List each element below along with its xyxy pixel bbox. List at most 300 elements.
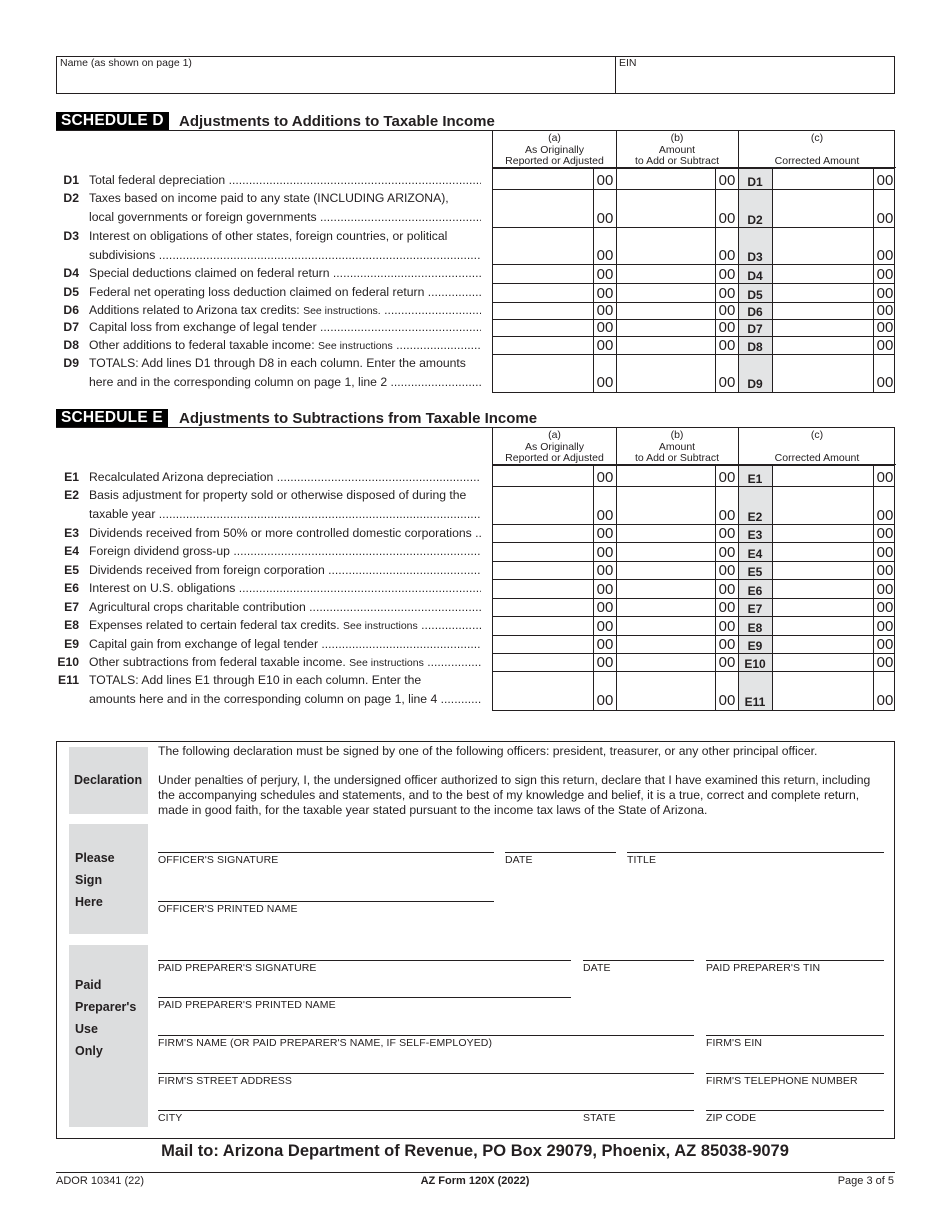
cents-00-a: 00 (596, 506, 614, 524)
cents-00-c: 00 (876, 318, 894, 336)
line-text-main: Foreign dividend gross-up (89, 544, 230, 559)
amount-input-b[interactable] (618, 636, 714, 652)
cents-00-a: 00 (596, 580, 614, 598)
amount-input-b[interactable] (618, 581, 714, 597)
amount-input-c[interactable] (774, 599, 872, 615)
firm-ein-label: FIRM'S EIN (706, 1037, 763, 1049)
cents-00-c: 00 (876, 598, 894, 616)
line-description (56, 635, 481, 653)
line-text (89, 561, 481, 581)
cents-00-a: 00 (596, 265, 614, 283)
officer-date-field[interactable] (505, 831, 616, 853)
line-label: E7 (747, 601, 763, 616)
column-header-c-line2: Corrected Amount (774, 452, 860, 464)
cents-00-c: 00 (876, 524, 894, 542)
preparer-printed-name-label: PAID PREPARER'S PRINTED NAME (158, 999, 336, 1011)
cents-00-b: 00 (718, 284, 736, 302)
declaration-box (56, 741, 895, 1139)
line-label: D7 (747, 321, 763, 336)
line-text-main: Interest on U.S. obligations (89, 581, 236, 596)
column-header-a (493, 428, 616, 465)
schedule-d-header (56, 112, 506, 131)
officer-signature-field[interactable] (158, 831, 494, 853)
row-divider (493, 486, 894, 487)
line-label: D9 (747, 376, 763, 391)
amount-input-a[interactable] (495, 581, 592, 597)
amount-input-a[interactable] (495, 525, 592, 541)
line-number: E10 (57, 654, 79, 669)
see-instructions-note: See instructions (343, 620, 418, 633)
line-text (89, 189, 481, 209)
line-text-main: Interest on obligations of other states, foreign countries, or political (89, 229, 448, 243)
cents-00-a: 00 (596, 691, 614, 709)
line-number: E9 (64, 636, 79, 651)
cents-00-b: 00 (718, 543, 736, 561)
line-label: E5 (747, 564, 763, 579)
line-description (56, 486, 481, 524)
cents-00-a: 00 (596, 284, 614, 302)
line-description (56, 227, 481, 264)
row-divider (493, 283, 894, 284)
line-text (89, 227, 481, 247)
line-number: D4 (63, 266, 79, 281)
line-text (89, 542, 481, 562)
officer-date-label: DATE (505, 854, 533, 866)
amount-input-a[interactable] (495, 337, 592, 353)
line-description (56, 561, 481, 579)
line-number: E5 (64, 562, 79, 577)
line-text (89, 171, 481, 191)
line-text-main: Total federal depreciation (89, 172, 226, 187)
line-text (89, 354, 481, 374)
line-text-main: TOTALS: Add lines D1 through D8 in each column. Enter the amounts (89, 356, 466, 370)
firm-name-input[interactable] (158, 1016, 694, 1034)
name-ein-box (56, 56, 895, 94)
cents-00-c: 00 (876, 246, 894, 264)
line-description (56, 264, 481, 283)
cents-00-b: 00 (718, 617, 736, 635)
column-header-a (493, 131, 616, 168)
declaration-label: Declaration (74, 773, 143, 787)
amount-input-c[interactable] (774, 544, 872, 560)
line-number: D7 (63, 320, 79, 335)
preparer-signature-field[interactable] (158, 939, 571, 961)
amount-input-a[interactable] (495, 507, 592, 523)
line-label: D8 (747, 339, 763, 354)
page-number: Page 3 of 5 (837, 1175, 894, 1187)
line-text-main: Additions related to Arizona tax credits: (89, 303, 300, 318)
sign-side-line-1: Please (75, 851, 115, 865)
preparer-side-line-1: Paid (75, 978, 102, 992)
line-text-main: Agricultural crops charitable contribution (89, 599, 306, 614)
cents-00-c: 00 (876, 617, 894, 635)
officer-signature-label: OFFICER'S SIGNATURE (158, 854, 279, 866)
amount-input-c[interactable] (774, 507, 872, 523)
schedule-d-title: Adjustments to Additions to Taxable Income (179, 113, 495, 130)
line-label: D6 (747, 304, 763, 319)
amount-input-c[interactable] (774, 266, 872, 282)
line-text (89, 486, 481, 506)
row-divider (493, 671, 894, 672)
amount-input-b[interactable] (618, 692, 714, 708)
row-divider (493, 542, 894, 543)
form-code: ADOR 10341 (22) (56, 1175, 145, 1187)
line-description (56, 598, 481, 616)
line-label: D5 (747, 287, 763, 302)
amount-input-c[interactable] (774, 247, 872, 263)
line-text-main: Basis adjustment for property sold or otherwise disposed of during the (89, 488, 467, 502)
line-text (89, 579, 481, 599)
cents-00-a: 00 (596, 543, 614, 561)
line-description (56, 319, 481, 336)
line-text-second: taxable year (89, 506, 156, 521)
ein-label: EIN (619, 57, 637, 69)
amount-input-b[interactable] (618, 172, 714, 188)
line-description (56, 653, 481, 671)
cents-00-a: 00 (596, 617, 614, 635)
amount-input-a[interactable] (495, 599, 592, 615)
line-number: D2 (63, 191, 79, 205)
amount-input-b[interactable] (618, 618, 714, 634)
cents-00-b: 00 (718, 171, 736, 189)
officer-signature-input[interactable] (158, 833, 494, 851)
name-cell (57, 57, 616, 93)
amount-input-a[interactable] (495, 544, 592, 560)
amount-input-c[interactable] (774, 285, 872, 301)
line-description (56, 302, 481, 319)
column-header-c (738, 428, 896, 465)
column-header-a-line1: As Originally (525, 143, 584, 156)
line-text-main: Other subtractions from federal taxable income. (89, 654, 346, 669)
preparer-side-line-2: Preparer's (75, 1000, 137, 1014)
line-text-main: Special deductions claimed on federal return (89, 266, 330, 281)
line-description (56, 579, 481, 598)
amount-input-a[interactable] (495, 469, 592, 485)
schedule-d-table (492, 130, 895, 393)
amount-input-a[interactable] (495, 654, 592, 670)
amount-input-a[interactable] (495, 302, 592, 318)
cents-00-b: 00 (718, 653, 736, 671)
column-header-b (616, 131, 738, 168)
cents-00-a: 00 (596, 561, 614, 579)
line-label: E4 (747, 546, 763, 561)
amount-input-b[interactable] (618, 210, 714, 226)
preparer-signature-input[interactable] (158, 941, 571, 959)
sign-side-line-2: Sign (75, 873, 103, 887)
amount-input-c[interactable] (774, 302, 872, 318)
cents-00-c: 00 (876, 580, 894, 598)
line-label: D2 (747, 212, 763, 227)
cents-00-b: 00 (718, 265, 736, 283)
amount-input-c[interactable] (774, 210, 872, 226)
column-header-b-line2: to Add or Subtract (634, 452, 720, 464)
cents-00-a: 00 (596, 598, 614, 616)
amount-input-b[interactable] (618, 374, 714, 390)
cents-00-b: 00 (718, 246, 736, 264)
column-header-a-line2: Reported or Adjusted (505, 452, 604, 464)
line-description (56, 336, 481, 354)
header-divider (493, 465, 894, 466)
schedule-d-tag: SCHEDULE D (56, 112, 169, 130)
amount-input-c[interactable] (774, 337, 872, 353)
cents-00-b: 00 (718, 635, 736, 653)
amount-input-b[interactable] (618, 599, 714, 615)
line-text (89, 283, 481, 303)
officer-title-field[interactable] (627, 831, 884, 853)
row-divider (493, 189, 894, 190)
cents-00-a: 00 (596, 524, 614, 542)
amount-input-a[interactable] (495, 247, 592, 263)
line-text-continued (89, 373, 481, 392)
line-label: E1 (747, 471, 763, 486)
column-header-a-line2: Reported or Adjusted (505, 155, 604, 167)
cents-00-c: 00 (876, 265, 894, 283)
column-header-b-line1: Amount (658, 440, 696, 453)
line-text-main: Other additions to federal taxable income: (89, 337, 315, 352)
column-header-a-line1: As Originally (525, 440, 584, 453)
cents-00-c: 00 (876, 284, 894, 302)
officer-printed-name-field[interactable] (158, 880, 494, 902)
amount-input-c[interactable] (774, 172, 872, 188)
name-input[interactable] (60, 71, 612, 91)
cents-00-c: 00 (876, 635, 894, 653)
amount-input-b[interactable] (618, 319, 714, 335)
officer-title-label: TITLE (627, 854, 657, 866)
line-text-main: Capital gain from exchange of legal tender (89, 636, 318, 651)
line-label: E6 (747, 583, 763, 598)
preparer-tin-field[interactable] (706, 939, 884, 961)
cents-00-c: 00 (876, 506, 894, 524)
city-label: CITY (158, 1112, 183, 1124)
amount-input-c[interactable] (774, 319, 872, 335)
cents-00-c: 00 (876, 543, 894, 561)
line-description (56, 468, 481, 486)
cents-00-b: 00 (718, 318, 736, 336)
header-divider (493, 168, 894, 169)
amount-input-b[interactable] (618, 544, 714, 560)
line-description (56, 171, 481, 189)
column-divider (616, 428, 617, 710)
firm-ein-input[interactable] (706, 1016, 884, 1034)
preparer-printed-name-input[interactable] (158, 978, 571, 996)
line-text-main: Taxes based on income paid to any state (INCLUDING ARIZONA), (89, 191, 449, 205)
line-label: D3 (747, 249, 763, 264)
zip-label: ZIP CODE (706, 1112, 757, 1124)
schedule-e-header (56, 409, 538, 428)
officer-title-input[interactable] (627, 833, 884, 851)
amount-input-a[interactable] (495, 618, 592, 634)
cents-00-a: 00 (596, 653, 614, 671)
schedule-e-table (492, 427, 895, 711)
amount-input-c[interactable] (774, 562, 872, 578)
line-description (56, 189, 481, 227)
column-divider (772, 465, 773, 710)
line-description (56, 671, 481, 709)
amount-input-c[interactable] (774, 525, 872, 541)
firm-phone-input[interactable] (706, 1054, 884, 1072)
cents-00-b: 00 (718, 336, 736, 354)
cents-00-a: 00 (596, 171, 614, 189)
line-label: D4 (747, 268, 763, 283)
column-header-c-line2: Corrected Amount (774, 155, 860, 167)
cents-00-b: 00 (718, 301, 736, 319)
mail-to-address: Mail to: Arizona Department of Revenue, PO Box 29079, Phoenix, AZ 85038-9079 (161, 1142, 789, 1160)
amount-input-b[interactable] (618, 302, 714, 318)
cents-00-b: 00 (718, 598, 736, 616)
amount-input-c[interactable] (774, 654, 872, 670)
amount-input-a[interactable] (495, 562, 592, 578)
line-text-main: Dividends received from 50% or more controlled domestic corporations (89, 525, 472, 540)
column-header-b-line1: Amount (658, 143, 696, 156)
line-text-continued (89, 246, 481, 265)
cents-00-b: 00 (718, 524, 736, 542)
zip-input[interactable] (706, 1091, 884, 1109)
row-divider (493, 264, 894, 265)
line-text (89, 524, 481, 544)
line-text-main: TOTALS: Add lines E1 through E10 in each column. Enter the (89, 673, 422, 687)
line-description (56, 616, 481, 635)
line-number: E1 (64, 469, 79, 484)
cents-00-c: 00 (876, 653, 894, 671)
line-text (89, 468, 481, 488)
amount-input-a[interactable] (495, 210, 592, 226)
amount-input-c[interactable] (774, 692, 872, 708)
column-header-b-letter: (b) (670, 132, 684, 144)
amount-input-b[interactable] (618, 247, 714, 263)
footer-divider (56, 1172, 895, 1173)
city-state-field[interactable] (158, 1089, 694, 1111)
firm-ein-field[interactable] (706, 1014, 884, 1036)
cents-00-a: 00 (596, 209, 614, 227)
line-text (89, 598, 481, 618)
officer-date-input[interactable] (505, 833, 616, 851)
preparer-tin-input[interactable] (706, 941, 884, 959)
line-number: E7 (64, 599, 79, 614)
amount-input-c[interactable] (774, 636, 872, 652)
line-text-main: Expenses related to certain federal tax credits. (89, 618, 340, 633)
cents-00-b: 00 (718, 468, 736, 486)
line-number: E11 (57, 673, 79, 687)
line-label: E10 (744, 656, 766, 671)
paid-preparer-label (69, 945, 148, 1127)
line-number: E6 (64, 581, 79, 596)
line-label: E8 (747, 620, 763, 635)
cents-00-b: 00 (718, 561, 736, 579)
please-sign-here-label (69, 824, 148, 934)
firm-name-field[interactable] (158, 1014, 694, 1036)
amount-input-c[interactable] (774, 581, 872, 597)
column-header-c (738, 131, 896, 168)
amount-input-c[interactable] (774, 374, 872, 390)
amount-input-c[interactable] (774, 618, 872, 634)
firm-street-field[interactable] (158, 1052, 694, 1074)
amount-input-b[interactable] (618, 469, 714, 485)
see-instructions-note: See instructions (349, 656, 424, 669)
line-label: E11 (744, 694, 766, 709)
line-text (89, 336, 481, 356)
cents-00-c: 00 (876, 691, 894, 709)
preparer-signature-label: PAID PREPARER'S SIGNATURE (158, 962, 317, 974)
preparer-date-input[interactable] (583, 941, 694, 959)
preparer-date-field[interactable] (583, 939, 694, 961)
line-description (56, 542, 481, 561)
sign-side-line-3: Here (75, 895, 103, 909)
line-number: E3 (64, 525, 79, 540)
amount-input-a[interactable] (495, 319, 592, 335)
line-text (89, 653, 481, 673)
officer-printed-name-input[interactable] (158, 882, 494, 900)
zip-field[interactable] (706, 1089, 884, 1111)
amount-input-b[interactable] (618, 337, 714, 353)
firm-phone-label: FIRM'S TELEPHONE NUMBER (706, 1075, 858, 1087)
row-divider (493, 354, 894, 355)
amount-input-a[interactable] (495, 285, 592, 301)
cents-00-b: 00 (718, 506, 736, 524)
column-header-a-letter: (a) (548, 429, 561, 441)
amount-input-a[interactable] (495, 374, 592, 390)
line-text-continued (89, 690, 481, 709)
cents-00-c: 00 (876, 301, 894, 319)
ein-input[interactable] (619, 71, 891, 91)
line-text (89, 616, 481, 636)
schedule-e-tag: SCHEDULE E (56, 409, 168, 427)
city-input[interactable] (158, 1091, 694, 1109)
cents-00-c: 00 (876, 209, 894, 227)
amount-input-b[interactable] (618, 562, 714, 578)
firm-street-input[interactable] (158, 1054, 694, 1072)
amount-input-b[interactable] (618, 507, 714, 523)
column-header-b (616, 428, 738, 465)
column-divider (772, 168, 773, 392)
form-name: AZ Form 120X (2022) (420, 1175, 530, 1187)
cents-00-c: 00 (876, 373, 894, 391)
cents-00-a: 00 (596, 468, 614, 486)
line-label: E2 (747, 509, 763, 524)
amount-input-c[interactable] (774, 469, 872, 485)
cents-00-c: 00 (876, 171, 894, 189)
amount-input-b[interactable] (618, 525, 714, 541)
cents-00-b: 00 (718, 373, 736, 391)
column-header-b-letter: (b) (670, 429, 684, 441)
line-text-main: Federal net operating loss deduction claimed on federal return (89, 285, 425, 300)
line-label: E9 (747, 638, 763, 653)
amount-input-b[interactable] (618, 285, 714, 301)
preparer-printed-name-field[interactable] (158, 976, 571, 998)
line-text-main: Recalculated Arizona depreciation (89, 469, 274, 484)
amount-input-a[interactable] (495, 172, 592, 188)
amount-input-a[interactable] (495, 266, 592, 282)
line-text-second: here and in the corresponding column on page 1, line 2 (89, 374, 388, 389)
name-label: Name (as shown on page 1) (60, 57, 192, 69)
line-text (89, 635, 481, 655)
line-number: D8 (63, 337, 79, 352)
line-description (56, 354, 481, 391)
amount-input-b[interactable] (618, 654, 714, 670)
line-text-second: amounts here and in the corresponding column on page 1, line 4 (89, 691, 438, 706)
firm-phone-field[interactable] (706, 1052, 884, 1074)
amount-input-b[interactable] (618, 266, 714, 282)
row-divider (493, 579, 894, 580)
amount-input-a[interactable] (495, 692, 592, 708)
line-text (89, 671, 481, 691)
column-header-c-letter: (c) (810, 132, 824, 144)
line-number: D6 (63, 303, 79, 318)
line-text-second: subdivisions (89, 247, 156, 262)
cents-00-b: 00 (718, 580, 736, 598)
cents-00-a: 00 (596, 301, 614, 319)
cents-00-a: 00 (596, 635, 614, 653)
amount-input-a[interactable] (495, 636, 592, 652)
